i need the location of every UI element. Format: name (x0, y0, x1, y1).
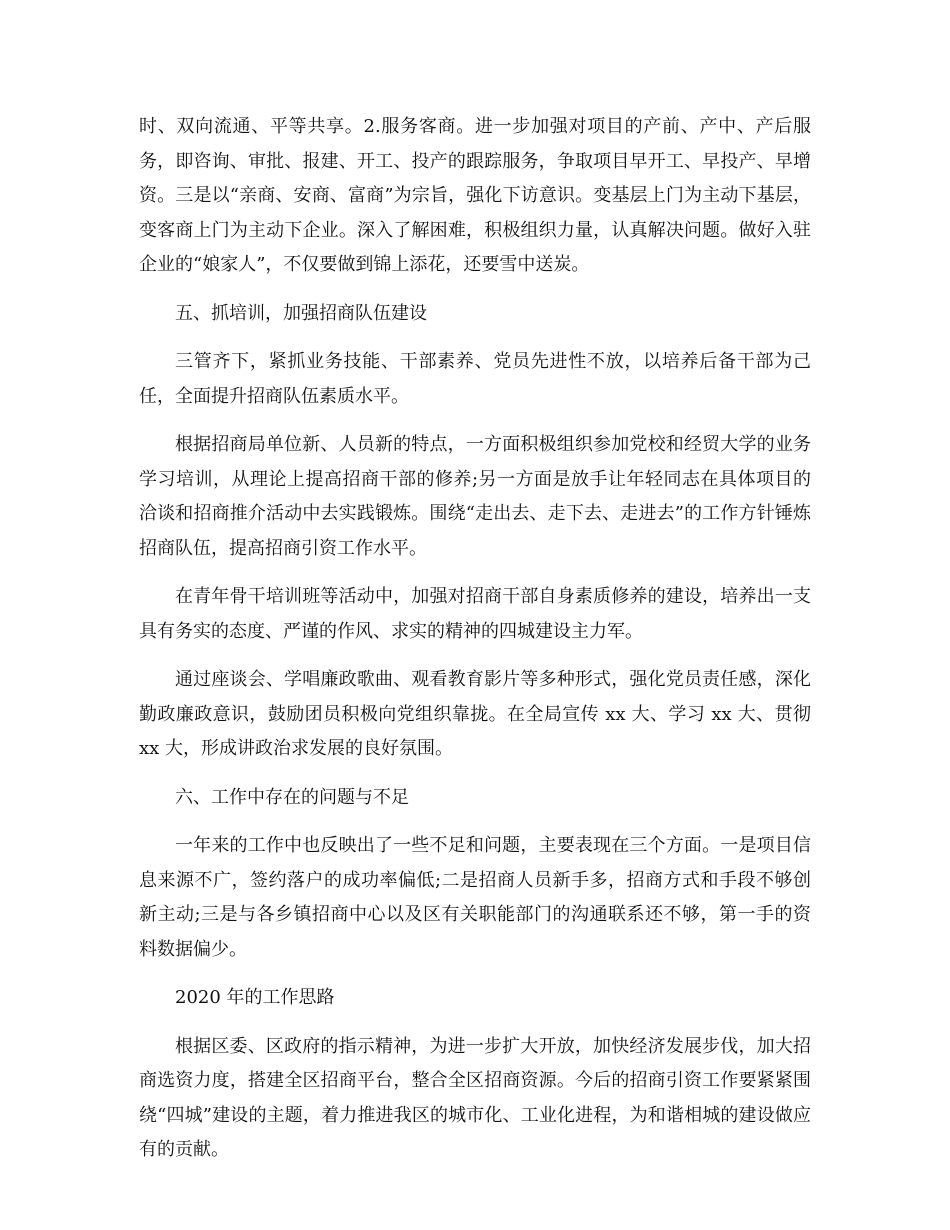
section-heading-training: 五、抓培训，加强招商队伍建设 (175, 302, 427, 324)
body-paragraph: 三管齐下，紧抓业务技能、干部素养、党员先进性不放，以培养后备干部为己任，全面提升招商队伍素质水平。 (139, 351, 811, 407)
body-paragraph: 通过座谈会、学唱廉政歌曲、观看教育影片等多种形式，强化党员责任感，深化勤政廉政意识，鼓励团员积极向党组织靠拢。在全局宣传 xx 大、学习 xx 大、贯彻 xx 大，形成讲政治求发展的良好氛围。 (139, 669, 811, 759)
body-paragraph: 在青年骨干培训班等活动中，加强对招商干部自身素质修养的建设，培养出一支具有务实的态度、严谨的作风、求实的精神的四城建设主力军。 (139, 586, 811, 642)
body-paragraph: 一年来的工作中也反映出了一些不足和问题，主要表现在三个方面。一是项目信息来源不广，签约落户的成功率偏低;二是招商人员新手多，招商方式和手段不够创新主动;三是与各乡镇招商中心以及区有关职能部门的沟通联系还不够，第一手的资料数据偏少。 (139, 835, 811, 960)
body-paragraph: 根据招商局单位新、人员新的特点，一方面积极组织参加党校和经贸大学的业务学习培训，从理论上提高招商干部的修养;另一方面是放手让年轻同志在具体项目的洽谈和招商推介活动中去实践锻炼。围绕“走出去、走下去、走进去”的工作方针锤炼招商队伍，提高招商引资工作水平。 (139, 434, 811, 559)
document-page (139, 110, 811, 1182)
section-heading-problems: 六、工作中存在的问题与不足 (175, 786, 409, 808)
section-heading-2020-plan: 2020 年的工作思路 (175, 987, 335, 1008)
body-paragraph: 根据区委、区政府的指示精神，为进一步扩大开放，加快经济发展步伐，加大招商选资力度，搭建全区招商平台，整合全区招商资源。今后的招商引资工作要紧紧围绕“四城”建设的主题，着力推进我区的城市化、工业化进程，为和谐相城的建设做应有的贡献。 (139, 1035, 811, 1160)
body-paragraph: 时、双向流通、平等共享。2.服务客商。进一步加强对项目的产前、产中、产后服务，即咨询、审批、报建、开工、投产的跟踪服务，争取项目早开工、早投产、早增资。三是以“亲商、安商、富商”为宗旨，强化下访意识。变基层上门为主动下基层，变客商上门为主动下企业。深入了解困难，积极组织力量，认真解决问题。做好入驻企业的“娘家人”，不仅要做到锦上添花，还要雪中送炭。 (139, 116, 811, 275)
